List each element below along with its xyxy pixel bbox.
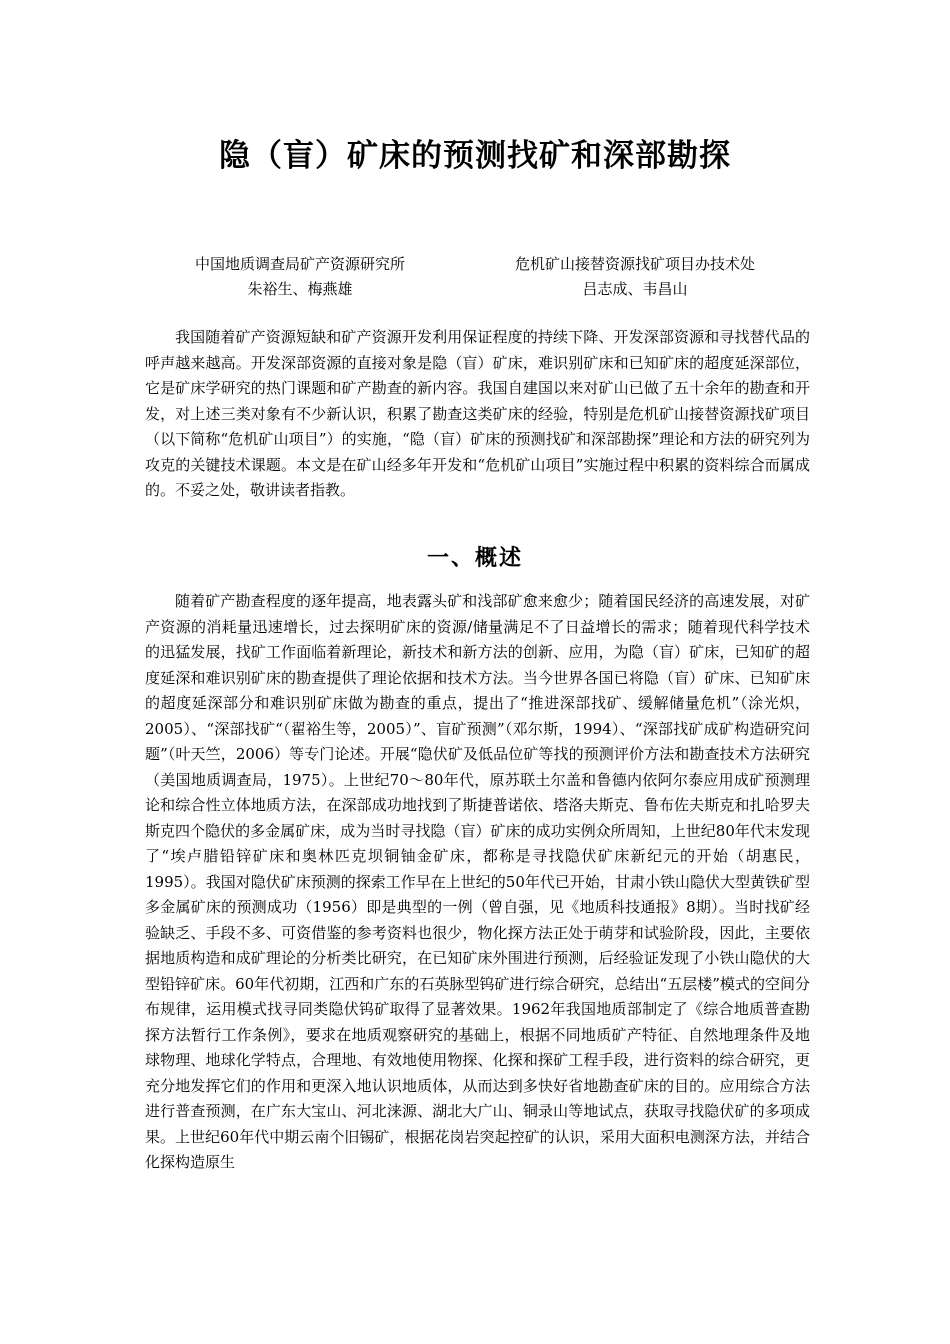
author-block-right [490,252,780,302]
author-institution-right: 危机矿山接替资源找矿项目办技术处 [514,255,755,273]
document-title: 隐（盲）矿床的预测找矿和深部勘探 [219,138,731,174]
section-paragraph: 随着矿产勘查程度的逐年提高，地表露头矿和浅部矿愈来愈少；随着国民经济的高速发展，对矿产资源的消耗量迅速增长，过去探明矿床的资源/储量满足不了日益增长的需求；随着现代科学技术的迅猛发展，找矿工作面临着新理论，新技术和新方法的创新、应用，为隐（盲）矿床，已知矿的超度延深和难识别矿床的勘查提供了理论依据和技术方法。当今世界各国已将隐（盲）矿床、已知矿床的超度延深部分和难识别矿床做为勘查的重点，提出了“推进深部找矿、缓解储量危机”（涂光炽，2005）、“深部找矿“（翟裕生等，2005）”、盲矿预测”（邓尔斯，1994）、“深部找矿成矿构造研究问题”（叶天竺，2006）等专门论述。开展“隐伏矿及低品位矿等找的预测评价方法和勘查技术方法研究（美国地质调查局，1975）。上世纪70～80年代，原苏联土尔盖和鲁德内依阿尔泰应用成矿预测理论和综合性立体地质方法，在深部成功地找到了斯捷普诺依、塔洛夫斯克、鲁布佐夫斯克和扎哈罗夫斯克四个隐伏的多金属矿床，成为当时寻找隐（盲）矿床的成功实例众所周知，上世纪80年代末发现了“埃卢腊铅锌矿床和奥林匹克坝铜铀金矿床，都称是寻找隐伏矿床新纪元的开始（胡惠民，1995）。我国对隐伏矿床预测的探索工作早在上世纪的50年代已开始，甘肃小铁山隐伏大型黄铁矿型多金属矿床的预测成功（1956）即是典型的一例（曾自强，见《地质科技通报》8期）。当时找矿经验缺乏、手段不多、可资借鉴的参考资料也很少，物化探方法正处于萌芽和试验阶段，因此，主要依据地质构造和成矿理论的分析类比研究，在已知矿床外围进行预测，后经验证发现了小铁山隐伏的大型铅锌矿床。60年代初期，江西和广东的石英脉型钨矿进行综合研究，总结出“五层楼”模式的空间分布规律，运用模式找寻同类隐伏钨矿取得了显著效果。1962年我国地质部制定了《综合地质普查勘探方法暂行工作条例》，要求在地质观察研究的基础上，根据不同地质矿产特征、自然地理条件及地球物理、地球化学特点，合理地、有效地使用物探、化探和探矿工程手段，进行资料的综合研究，更充分地发挥它们的作用和更深入地认识地质体，从而达到多快好省地勘查矿床的目的。应用综合方法进行普查预测，在广东大宝山、河北涞源、湖北大广山、铜录山等地试点，获取寻找隐伏矿的多项成果。上世纪60年代中期云南个旧锡矿，根据花岗岩突起控矿的认识，采用大面积电测深方法，并结合化探构造原生 [145,592,810,1171]
author-block-left [165,252,435,302]
section-heading: 一、概述 [426,545,523,571]
author-names-left: 朱裕生、梅燕雄 [247,280,353,298]
author-institution-left: 中国地质调查局矿产资源研究所 [194,255,405,273]
author-names-right: 吕志成、韦昌山 [582,280,688,298]
intro-paragraph: 我国随着矿产资源短缺和矿产资源开发利用保证程度的持续下降、开发深部资源和寻找替代品的呼声越来越高。开发深部资源的直接对象是隐（盲）矿床，难识别矿床和已知矿床的超度延深部位，它是矿床学研究的热门课题和矿产勘查的新内容。我国自建国以来对矿山已做了五十余年的勘查和开发，对上述三类对象有不少新认识，积累了勘查这类矿床的经验，特别是危机矿山接替资源找矿项目（以下简称“危机矿山项目”）的实施，“隐（盲）矿床的预测找矿和深部勘探”理论和方法的研究列为攻克的关键技术课题。本文是在矿山经多年开发和“危机矿山项目”实施过程中积累的资料综合而属成的。不妥之处，敬讲读者指教。 [145,328,810,499]
